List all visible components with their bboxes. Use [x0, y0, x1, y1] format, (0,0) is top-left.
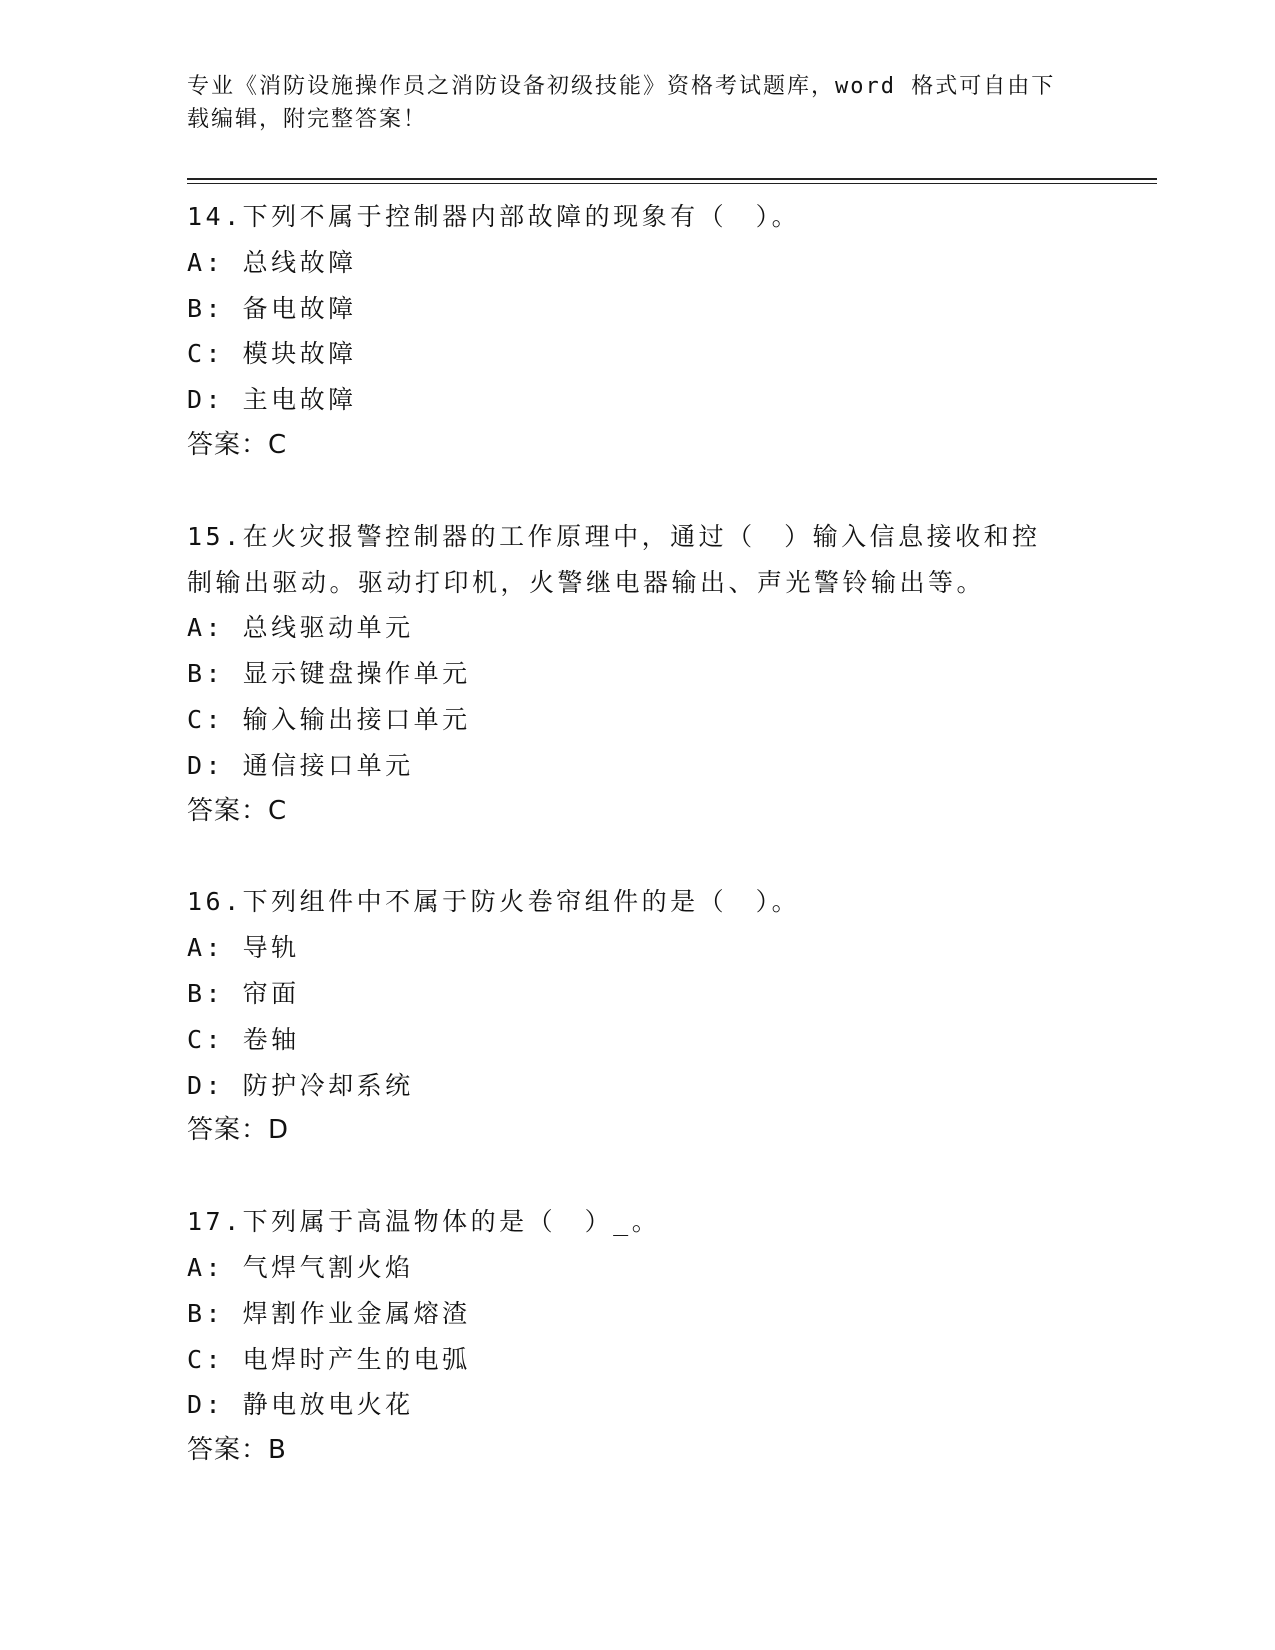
- question-stem: 15.在火灾报警控制器的工作原理中，通过（ ）输入信息接收和控制输出驱动。驱动打印机，火警继电器输出、声光警铃输出等。: [187, 521, 1041, 597]
- question-17: [187, 1199, 1157, 1474]
- answer: 答案：C: [187, 795, 288, 826]
- option-d: D: 防护冷却系统: [187, 1070, 414, 1100]
- question-stem: 14.下列不属于控制器内部故障的现象有（ ）。: [187, 202, 801, 231]
- option-b: B: 焊割作业金属熔渣: [187, 1298, 471, 1328]
- question-14: [187, 194, 1157, 469]
- option-d: D: 静电放电火花: [187, 1390, 414, 1420]
- question-stem: 16.下列组件中不属于防火卷帘组件的是（ ）。: [187, 887, 801, 917]
- option-c: C: 输入输出接口单元: [187, 704, 471, 734]
- document-header: 专业《消防设施操作员之消防设备初级技能》资格考试题库，word 格式可自由下载编辑，附完整答案！: [187, 74, 1056, 132]
- answer: 答案：D: [187, 1115, 290, 1146]
- option-c: C: 卷轴: [187, 1024, 300, 1054]
- option-d: D: 通信接口单元: [187, 750, 414, 780]
- option-c: C: 电焊时产生的电弧: [187, 1344, 471, 1374]
- option-b: B: 显示键盘操作单元: [187, 659, 471, 689]
- question-15: [187, 514, 1157, 835]
- answer: 答案：B: [187, 1435, 287, 1466]
- question-16: [187, 879, 1157, 1154]
- option-a: A: 总线驱动单元: [187, 613, 414, 643]
- question-stem: 17.下列属于高温物体的是（ ）_。: [187, 1207, 661, 1237]
- option-b: B: 备电故障: [187, 293, 357, 323]
- option-a: A: 导轨: [187, 933, 300, 963]
- option-a: A: 总线故障: [187, 247, 357, 277]
- option-b: B: 帘面: [187, 978, 300, 1008]
- answer: 答案：C: [187, 429, 288, 460]
- header-divider: [187, 178, 1157, 184]
- document-page: [187, 70, 1157, 1466]
- option-a: A: 气焊气割火焰: [187, 1252, 414, 1282]
- option-c: C: 模块故障: [187, 339, 357, 369]
- question-list: [187, 194, 1157, 1519]
- option-d: D: 主电故障: [187, 385, 357, 415]
